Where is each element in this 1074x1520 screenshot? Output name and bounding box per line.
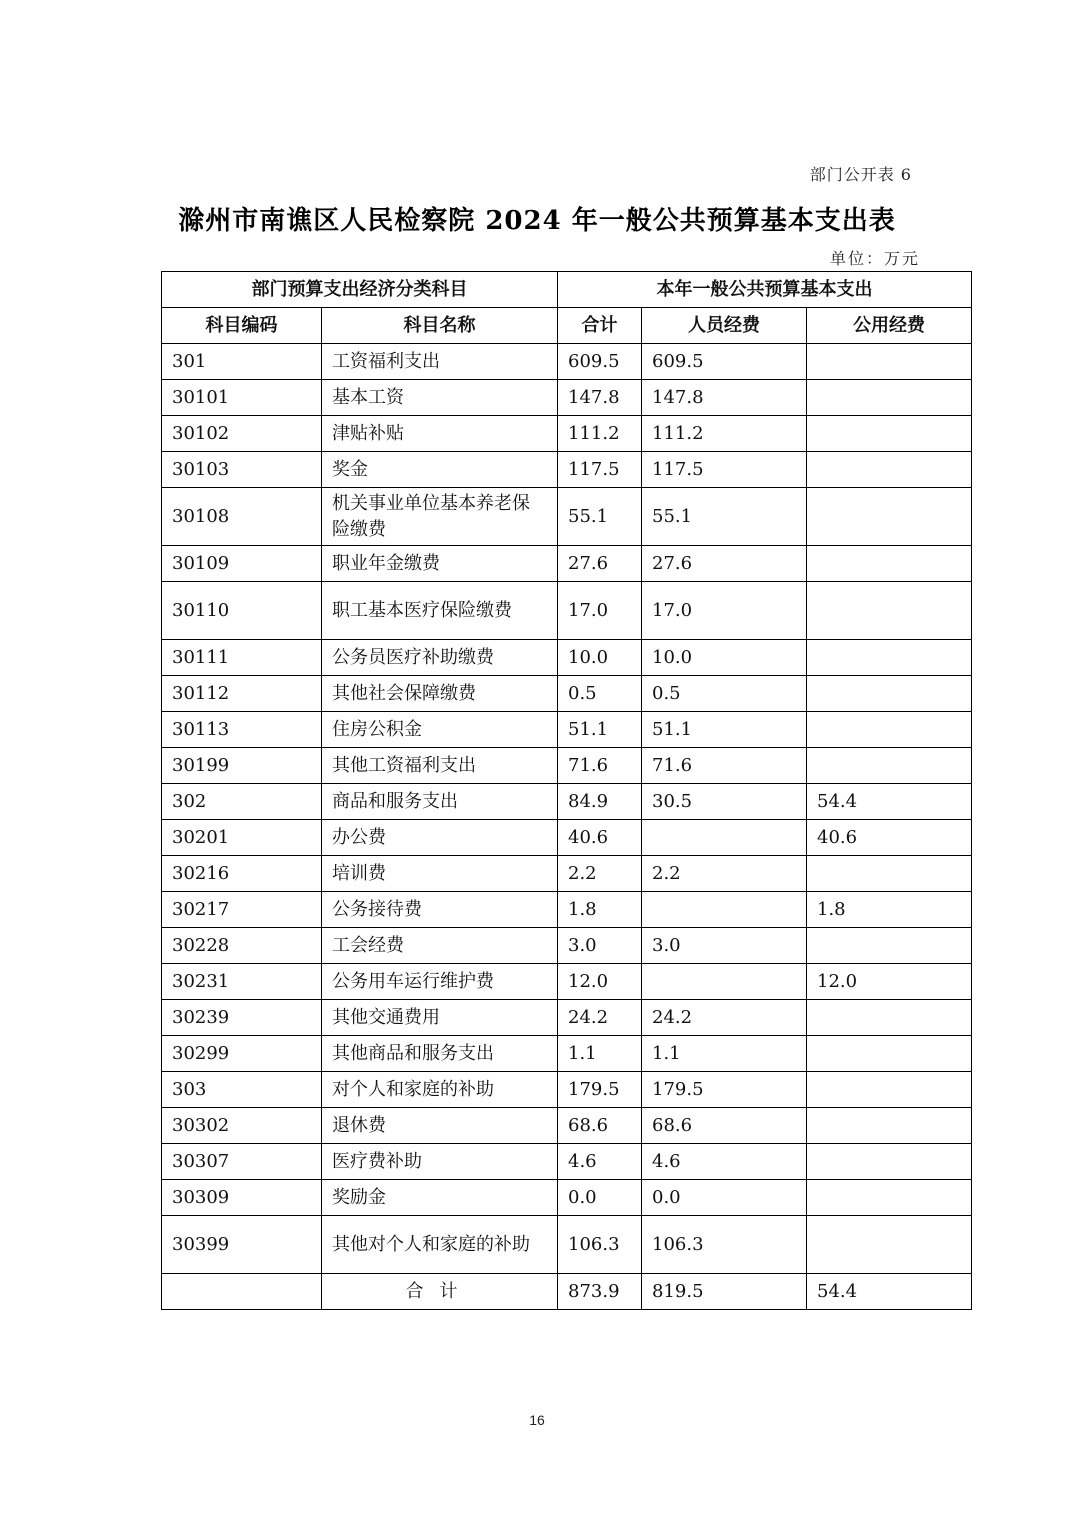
- code-cell: 30217: [162, 892, 322, 928]
- table-row: [162, 582, 972, 640]
- code-cell: 30302: [162, 1108, 322, 1144]
- unit-label: 单位：万元: [829, 249, 920, 268]
- name-cell: 基本工资: [322, 380, 558, 416]
- code-cell: 303: [162, 1072, 322, 1108]
- total-cell: 71.6: [558, 748, 642, 784]
- total-cell: 4.6: [558, 1144, 642, 1180]
- budget-table: [161, 271, 972, 1310]
- public-cell: [807, 582, 972, 640]
- code-cell: 30112: [162, 676, 322, 712]
- total-cell: 147.8: [558, 380, 642, 416]
- name-cell: 职工基本医疗保险缴费: [322, 582, 558, 640]
- public-cell: [807, 748, 972, 784]
- column-header-code: 科目编码: [162, 308, 322, 344]
- column-header-name: 科目名称: [322, 308, 558, 344]
- table-row: [162, 416, 972, 452]
- name-cell: 其他工资福利支出: [322, 748, 558, 784]
- name-cell: 工会经费: [322, 928, 558, 964]
- personnel-cell: 2.2: [642, 856, 807, 892]
- total-cell: 1.8: [558, 892, 642, 928]
- total-cell: 2.2: [558, 856, 642, 892]
- total-label: 合计: [322, 1274, 558, 1310]
- name-cell: 津贴补贴: [322, 416, 558, 452]
- table-row: [162, 928, 972, 964]
- code-cell: 30113: [162, 712, 322, 748]
- public-cell: [807, 546, 972, 582]
- table-row: [162, 964, 972, 1000]
- total-cell: 179.5: [558, 1072, 642, 1108]
- total-cell: 12.0: [558, 964, 642, 1000]
- table-row: [162, 452, 972, 488]
- total-cell: 24.2: [558, 1000, 642, 1036]
- table-row: [162, 1000, 972, 1036]
- total-cell: 111.2: [558, 416, 642, 452]
- public-cell: 1.8: [807, 892, 972, 928]
- total-cell: 609.5: [558, 344, 642, 380]
- name-cell: 机关事业单位基本养老保险缴费: [322, 488, 558, 546]
- page-title: 滁州市南谯区人民检察院 2024 年一般公共预算基本支出表: [178, 206, 896, 236]
- name-cell: 其他交通费用: [322, 1000, 558, 1036]
- total-cell: 10.0: [558, 640, 642, 676]
- name-cell: 医疗费补助: [322, 1144, 558, 1180]
- name-cell: 对个人和家庭的补助: [322, 1072, 558, 1108]
- total-row: [162, 1274, 972, 1310]
- total-cell: 3.0: [558, 928, 642, 964]
- public-cell: [807, 1072, 972, 1108]
- public-cell: [807, 676, 972, 712]
- code-cell: 30216: [162, 856, 322, 892]
- table-row: [162, 546, 972, 582]
- total-cell: 1.1: [558, 1036, 642, 1072]
- column-header-row: [162, 308, 972, 344]
- personnel-cell: 0.0: [642, 1180, 807, 1216]
- budget-table-body: [162, 344, 972, 1274]
- name-cell: 其他商品和服务支出: [322, 1036, 558, 1072]
- name-cell: 公务接待费: [322, 892, 558, 928]
- personnel-cell: 24.2: [642, 1000, 807, 1036]
- personnel-cell: 17.0: [642, 582, 807, 640]
- personnel-cell: 3.0: [642, 928, 807, 964]
- table-row: [162, 1108, 972, 1144]
- table-row: [162, 1180, 972, 1216]
- column-header-public: 公用经费: [807, 308, 972, 344]
- public-cell: [807, 1144, 972, 1180]
- code-cell: 30231: [162, 964, 322, 1000]
- table-row: [162, 892, 972, 928]
- name-cell: 商品和服务支出: [322, 784, 558, 820]
- table-row: [162, 748, 972, 784]
- code-cell: 30109: [162, 546, 322, 582]
- code-cell: 30199: [162, 748, 322, 784]
- table-row: [162, 856, 972, 892]
- name-cell: 公务用车运行维护费: [322, 964, 558, 1000]
- name-cell: 奖金: [322, 452, 558, 488]
- total-personnel-cell: 819.5: [642, 1274, 807, 1310]
- public-cell: [807, 380, 972, 416]
- public-cell: [807, 1036, 972, 1072]
- total-cell: 84.9: [558, 784, 642, 820]
- code-cell: 30399: [162, 1216, 322, 1274]
- public-cell: [807, 416, 972, 452]
- code-cell: 30102: [162, 416, 322, 452]
- personnel-cell: 51.1: [642, 712, 807, 748]
- public-cell: 54.4: [807, 784, 972, 820]
- total-cell: 40.6: [558, 820, 642, 856]
- table-row: [162, 1144, 972, 1180]
- personnel-cell: 55.1: [642, 488, 807, 546]
- column-header-personnel: 人员经费: [642, 308, 807, 344]
- table-number-label: 部门公开表 6: [809, 165, 912, 184]
- total-public-cell: 54.4: [807, 1274, 972, 1310]
- total-cell: 106.3: [558, 1216, 642, 1274]
- personnel-cell: 147.8: [642, 380, 807, 416]
- public-cell: [807, 344, 972, 380]
- name-cell: 培训费: [322, 856, 558, 892]
- personnel-cell: [642, 820, 807, 856]
- public-cell: [807, 928, 972, 964]
- personnel-cell: 117.5: [642, 452, 807, 488]
- name-cell: 办公费: [322, 820, 558, 856]
- name-cell: 退休费: [322, 1108, 558, 1144]
- public-cell: [807, 856, 972, 892]
- public-cell: [807, 488, 972, 546]
- table-row: [162, 676, 972, 712]
- code-cell: 30108: [162, 488, 322, 546]
- personnel-cell: 30.5: [642, 784, 807, 820]
- total-cell: 51.1: [558, 712, 642, 748]
- table-row: [162, 712, 972, 748]
- total-cell: 55.1: [558, 488, 642, 546]
- personnel-cell: 10.0: [642, 640, 807, 676]
- public-cell: [807, 1180, 972, 1216]
- total-cell: 0.0: [558, 1180, 642, 1216]
- name-cell: 工资福利支出: [322, 344, 558, 380]
- public-cell: [807, 452, 972, 488]
- code-cell: 30201: [162, 820, 322, 856]
- public-cell: [807, 640, 972, 676]
- code-cell: 30239: [162, 1000, 322, 1036]
- code-cell: 30111: [162, 640, 322, 676]
- table-row: [162, 820, 972, 856]
- personnel-cell: 0.5: [642, 676, 807, 712]
- personnel-cell: 111.2: [642, 416, 807, 452]
- table-row: [162, 784, 972, 820]
- total-sum-cell: 873.9: [558, 1274, 642, 1310]
- personnel-cell: 68.6: [642, 1108, 807, 1144]
- personnel-cell: [642, 964, 807, 1000]
- code-cell: 30309: [162, 1180, 322, 1216]
- code-cell: 302: [162, 784, 322, 820]
- public-cell: [807, 712, 972, 748]
- code-cell: 301: [162, 344, 322, 380]
- personnel-cell: 106.3: [642, 1216, 807, 1274]
- table-row: [162, 1216, 972, 1274]
- personnel-cell: 4.6: [642, 1144, 807, 1180]
- page-number: 16: [529, 1412, 545, 1428]
- total-cell: 68.6: [558, 1108, 642, 1144]
- table-row: [162, 1036, 972, 1072]
- name-cell: 奖励金: [322, 1180, 558, 1216]
- name-cell: 其他社会保障缴费: [322, 676, 558, 712]
- name-cell: 住房公积金: [322, 712, 558, 748]
- personnel-cell: 1.1: [642, 1036, 807, 1072]
- name-cell: 职业年金缴费: [322, 546, 558, 582]
- group-header-row: [162, 272, 972, 308]
- code-cell: 30110: [162, 582, 322, 640]
- personnel-cell: 179.5: [642, 1072, 807, 1108]
- table-row: [162, 1072, 972, 1108]
- public-cell: 40.6: [807, 820, 972, 856]
- code-cell: 30299: [162, 1036, 322, 1072]
- code-cell: 30103: [162, 452, 322, 488]
- code-cell: 30307: [162, 1144, 322, 1180]
- public-cell: [807, 1000, 972, 1036]
- table-row: [162, 344, 972, 380]
- column-header-total: 合计: [558, 308, 642, 344]
- name-cell: 其他对个人和家庭的补助: [322, 1216, 558, 1274]
- table-row: [162, 380, 972, 416]
- public-cell: [807, 1108, 972, 1144]
- total-code-cell: [162, 1274, 322, 1310]
- public-cell: 12.0: [807, 964, 972, 1000]
- group-header-basic-expenditure: 本年一般公共预算基本支出: [558, 272, 972, 308]
- group-header-classification: 部门预算支出经济分类科目: [162, 272, 558, 308]
- total-cell: 27.6: [558, 546, 642, 582]
- table-row: [162, 640, 972, 676]
- personnel-cell: [642, 892, 807, 928]
- personnel-cell: 27.6: [642, 546, 807, 582]
- code-cell: 30101: [162, 380, 322, 416]
- personnel-cell: 71.6: [642, 748, 807, 784]
- public-cell: [807, 1216, 972, 1274]
- personnel-cell: 609.5: [642, 344, 807, 380]
- total-cell: 0.5: [558, 676, 642, 712]
- total-cell: 17.0: [558, 582, 642, 640]
- name-cell: 公务员医疗补助缴费: [322, 640, 558, 676]
- table-row: [162, 488, 972, 546]
- total-cell: 117.5: [558, 452, 642, 488]
- code-cell: 30228: [162, 928, 322, 964]
